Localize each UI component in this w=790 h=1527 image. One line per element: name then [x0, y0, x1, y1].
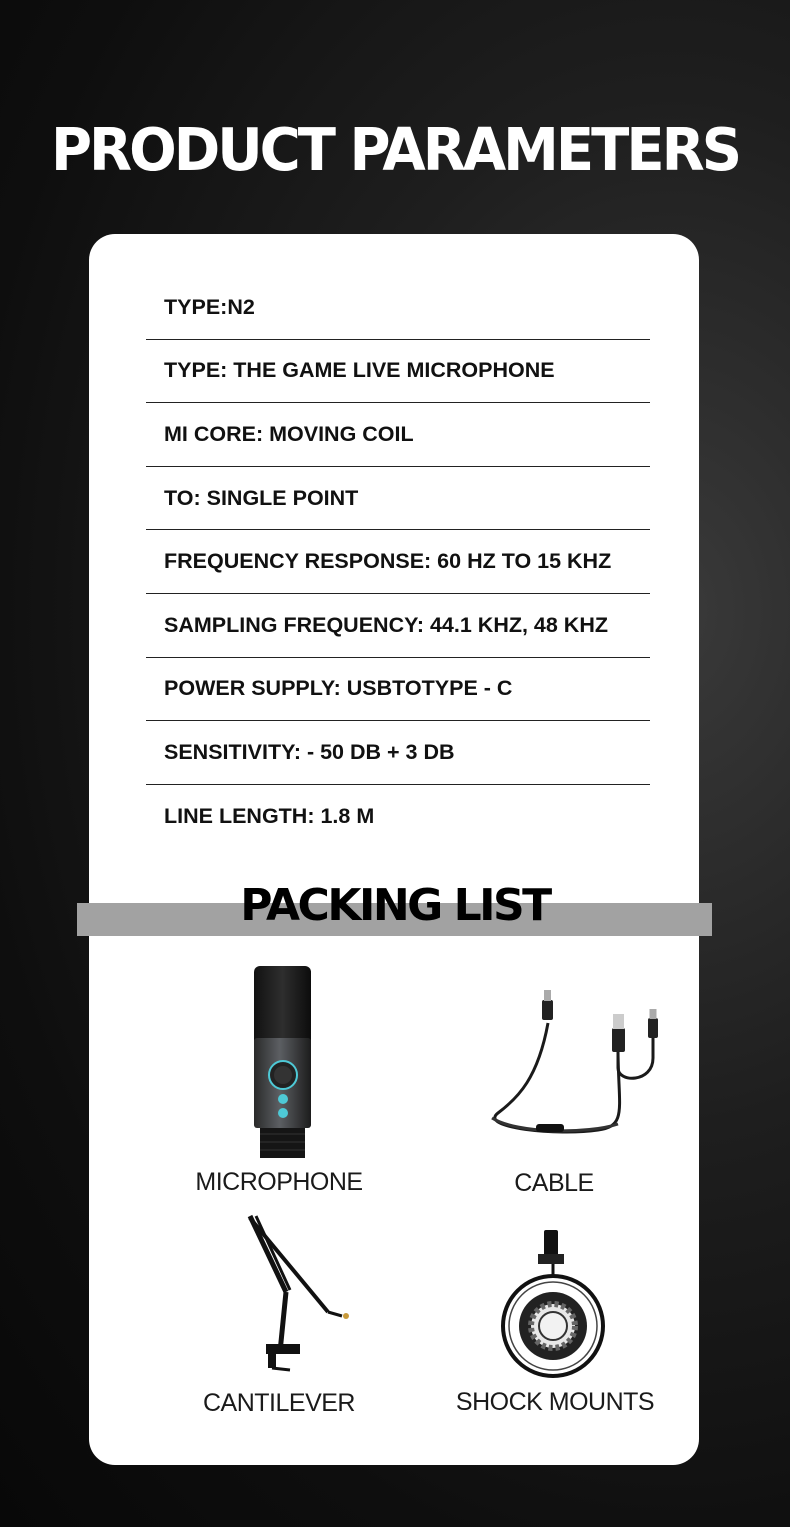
shock-mount-icon: [500, 1228, 610, 1383]
parameter-row: MI CORE: MOVING COIL: [146, 403, 650, 467]
packing-item-label: CABLE: [514, 1169, 594, 1197]
parameter-row: SAMPLING FREQUENCY: 44.1 KHZ, 48 KHZ: [146, 594, 650, 658]
cable-icon: [478, 988, 673, 1138]
parameter-row: SENSITIVITY: - 50 DB + 3 DB: [146, 721, 650, 785]
parameter-row: FREQUENCY RESPONSE: 60 HZ TO 15 KHZ: [146, 530, 650, 594]
packing-list-title: PACKING LIST: [240, 880, 550, 931]
cantilever-arm-icon: [238, 1212, 358, 1377]
parameter-row: LINE LENGTH: 1.8 M: [164, 804, 375, 829]
parameter-row: TO: SINGLE POINT: [146, 467, 650, 531]
packing-item-label: MICROPHONE: [195, 1168, 363, 1196]
parameter-row: POWER SUPPLY: USBTOTYPE - C: [146, 658, 650, 722]
microphone-icon: [238, 962, 328, 1162]
parameter-row: TYPE: THE GAME LIVE MICROPHONE: [146, 340, 650, 404]
parameter-row: TYPE:N2: [146, 276, 650, 340]
packing-item-label: SHOCK MOUNTS: [455, 1388, 655, 1416]
page-title: PRODUCT PARAMETERS: [50, 116, 740, 185]
parameter-list: [146, 276, 650, 848]
packing-item-label: CANTILEVER: [203, 1389, 355, 1417]
